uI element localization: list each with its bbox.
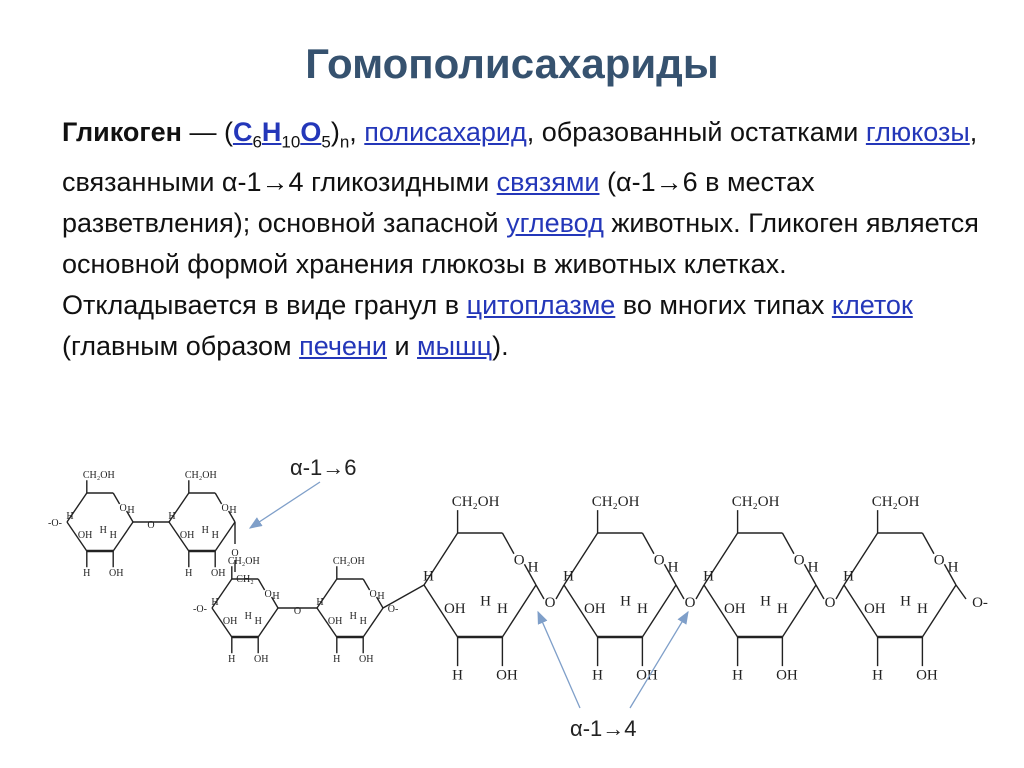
ch2oh-group: CH₂OH <box>184 469 217 481</box>
glycosidic-bond <box>696 585 704 599</box>
ring-bond <box>782 533 794 554</box>
hydrogen-atom: H <box>99 525 107 537</box>
text-segment: (α-1→6 в местах разветвления); основной запасной <box>62 167 815 239</box>
hydrogen-atom: H <box>916 600 928 617</box>
page-title: Гомополисахариды <box>305 40 719 87</box>
hydrogen-atom: H <box>229 505 237 516</box>
link-glucose[interactable]: глюкозы <box>865 117 970 147</box>
hydrogen-atom: H <box>359 616 367 628</box>
ring-oxygen: O <box>119 503 127 514</box>
glycosidic-bond <box>836 585 844 599</box>
ring-oxygen: O <box>264 589 272 600</box>
link-oxygen[interactable]: O <box>300 117 322 147</box>
text-dash: — ( <box>181 117 233 147</box>
chain-link-oxygen: -O- <box>193 604 207 615</box>
carbon-subscript: 6 <box>252 132 262 152</box>
hydrogen-atom: H <box>185 568 193 580</box>
hydrogen-atom: H <box>127 505 135 516</box>
hydroxyl-group: OH <box>222 616 238 628</box>
label-alpha-1-4: α-1→4 <box>570 716 637 741</box>
hydroxyl-group: OH <box>210 568 226 580</box>
glycosidic-oxygen: O <box>293 606 302 617</box>
link-cytoplasm[interactable]: цитоплазме <box>466 290 616 321</box>
hydrogen-atom: H <box>776 600 788 617</box>
ch2oh-group: CH₂OH <box>871 493 920 510</box>
hydroxyl-group: OH <box>776 667 798 684</box>
glycosidic-bond <box>956 585 966 599</box>
terminal-oxygen: O- <box>972 595 988 611</box>
hydrogen-atom: H <box>423 568 434 585</box>
ch2oh-group: CH₂OH <box>591 493 640 510</box>
hydroxyl-group: OH <box>77 530 93 542</box>
glycosidic-bond <box>536 585 544 599</box>
glycosidic-oxygen: O <box>684 595 696 611</box>
hydrogen-atom: H <box>592 667 604 684</box>
arrow-alpha-1-4-first <box>538 612 580 708</box>
term-glycogen: Гликоген <box>62 117 182 147</box>
hydrogen-atom: H <box>620 593 632 610</box>
hydroxyl-group: OH <box>253 654 269 666</box>
hydrogen-atom: H <box>316 597 324 608</box>
hydrogen-atom: H <box>83 568 91 580</box>
text-segment: ). <box>492 331 509 362</box>
formula-n-subscript: n <box>339 132 350 152</box>
glycosidic-bond <box>816 585 824 599</box>
hydrogen-subscript: 10 <box>281 132 301 152</box>
hydrogen-atom: H <box>843 568 854 585</box>
hydrogen-atom: H <box>527 559 539 576</box>
link-polysaccharide[interactable]: полисахарид <box>364 117 527 147</box>
text-segment: и <box>386 331 418 362</box>
text-segment: , связанными α-1→4 гликозидными <box>62 117 978 198</box>
hydroxyl-group: OH <box>863 600 886 617</box>
hydroxyl-group: OH <box>358 654 374 666</box>
text-segment: , образованный остатками <box>526 117 866 147</box>
ring-bond <box>502 533 514 554</box>
chain-link-oxygen: -O- <box>48 518 62 529</box>
hydrogen-atom: H <box>254 616 262 628</box>
text-segment: (главным образом <box>62 331 300 362</box>
glycosidic-oxygen: O <box>544 595 556 611</box>
arrow-alpha-1-6 <box>250 482 320 528</box>
hydrogen-atom: H <box>333 654 341 666</box>
text-segment: животных. Гликоген является основной формой хранения глюкозы в животных клетках. Откладывается в виде гранул в <box>62 208 979 321</box>
hydrogen-atom: H <box>66 511 74 522</box>
formula-close: ) <box>330 117 340 147</box>
hydrogen-atom: H <box>244 611 252 623</box>
ring-bond <box>642 533 654 554</box>
hydrogen-atom: H <box>272 591 280 602</box>
link-carbon[interactable]: C <box>232 117 253 147</box>
hydrogen-atom: H <box>228 654 236 666</box>
ring-oxygen: O <box>221 503 229 514</box>
hydrogen-atom: H <box>480 593 492 610</box>
hydroxyl-group: OH <box>327 616 343 628</box>
ring-oxygen: O <box>653 552 665 569</box>
ring-oxygen: O <box>933 552 945 569</box>
ring-oxygen: O <box>369 589 377 600</box>
ch2oh-group: CH₂OH <box>82 469 115 481</box>
glycosidic-bond <box>676 585 684 599</box>
text-segment: во многих типах <box>615 290 832 321</box>
label-alpha-1-6: α-1→6 <box>290 455 357 480</box>
hydrogen-atom: H <box>636 600 648 617</box>
hydrogen-atom: H <box>667 559 679 576</box>
hydrogen-atom: H <box>732 667 744 684</box>
ch2oh-group: CH₂OH <box>227 555 260 567</box>
hydrogen-atom: H <box>703 568 714 585</box>
link-hydrogen[interactable]: H <box>261 117 282 147</box>
hydroxyl-group: OH <box>179 530 195 542</box>
ring-oxygen: O <box>513 552 525 569</box>
ch2-group: CH₂ <box>236 574 254 585</box>
ch2oh-group: CH₂OH <box>332 555 365 567</box>
hydrogen-atom: H <box>760 593 772 610</box>
glycosidic-oxygen: O <box>824 595 836 611</box>
hydrogen-atom: H <box>211 530 219 542</box>
hydroxyl-group: OH <box>443 600 466 617</box>
hydrogen-atom: H <box>349 611 357 623</box>
glycosidic-oxygen: O- <box>387 604 399 615</box>
hydroxyl-group: OH <box>496 667 518 684</box>
hydrogen-atom: H <box>947 559 959 576</box>
text-segment: , <box>349 117 365 147</box>
link-bonds[interactable]: связями <box>496 167 600 198</box>
hydrogen-atom: H <box>900 593 912 610</box>
link-muscle[interactable]: мышц <box>417 331 493 362</box>
hydrogen-atom: H <box>377 591 385 602</box>
hydroxyl-group: OH <box>583 600 606 617</box>
hydrogen-atom: H <box>452 667 464 684</box>
hydrogen-atom: H <box>211 597 219 608</box>
link-carbohydrate[interactable]: углевод <box>506 208 604 239</box>
link-liver[interactable]: печени <box>299 331 387 362</box>
hydrogen-atom: H <box>168 511 176 522</box>
hydrogen-atom: H <box>872 667 884 684</box>
hydrogen-atom: H <box>563 568 574 585</box>
hydrogen-atom: H <box>496 600 508 617</box>
ch2oh-group: CH₂OH <box>451 493 500 510</box>
glycosidic-oxygen: O <box>147 520 155 531</box>
glycosidic-bond <box>556 585 564 599</box>
hydrogen-atom: H <box>201 525 209 537</box>
oxygen-subscript: 5 <box>321 132 331 152</box>
hydroxyl-group: OH <box>916 667 938 684</box>
branch-oxygen: O <box>231 548 239 559</box>
ch2oh-group: CH₂OH <box>731 493 780 510</box>
hydrogen-atom: H <box>807 559 819 576</box>
hydroxyl-group: OH <box>636 667 658 684</box>
hydroxyl-group: OH <box>723 600 746 617</box>
hydrogen-atom: H <box>109 530 117 542</box>
arrow-alpha-1-4-second <box>630 612 688 708</box>
link-cells[interactable]: клеток <box>831 290 913 321</box>
ring-bond <box>922 533 934 554</box>
ring-oxygen: O <box>793 552 805 569</box>
hydroxyl-group: OH <box>108 568 124 580</box>
